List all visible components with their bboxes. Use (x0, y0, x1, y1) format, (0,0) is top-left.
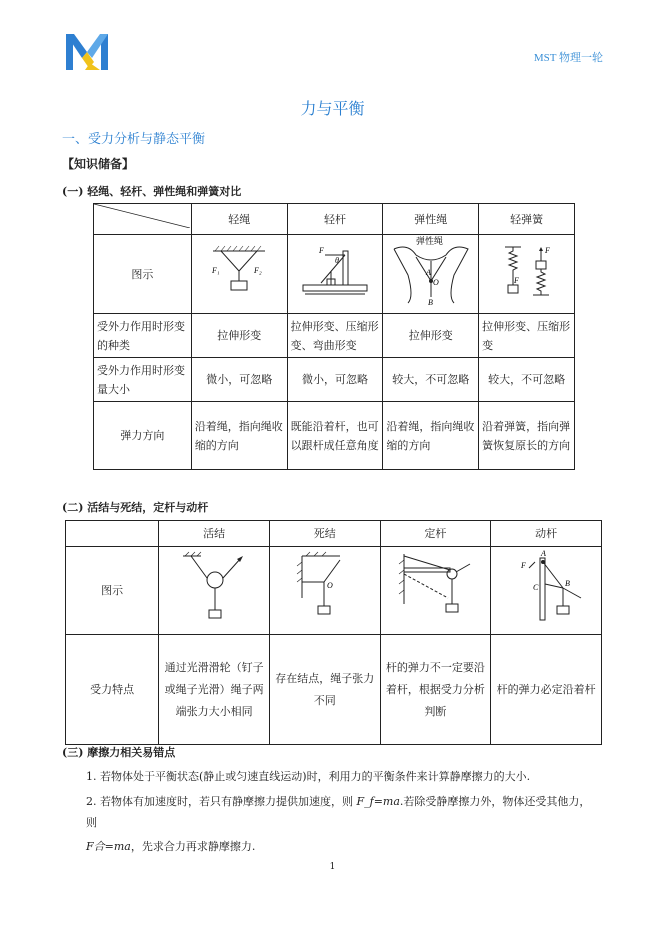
paragraph-3 (86, 838, 255, 854)
diagram-light-spring (479, 235, 575, 314)
b-label: B (565, 578, 571, 588)
cell: 存在结点，绳子张力不同 (269, 635, 380, 745)
a-label: A (541, 548, 547, 558)
comparison-table-2 (65, 520, 602, 745)
a-label: A (425, 268, 431, 277)
paragraph-2 (86, 793, 590, 809)
cell: 杆的弹力不一定要沿着杆，根据受力分析判断 (380, 635, 491, 745)
f-label: F (521, 560, 527, 570)
diagram-movable-rod (491, 547, 602, 635)
diagram-dead-knot (269, 547, 380, 635)
paragraph-1: 1. 若物体处于平衡状态(静止或匀速直线运动)时，利用力的平衡条件来计算静摩擦力的大小. (86, 770, 531, 783)
c-label: C (533, 582, 539, 592)
cell: 沿着绳，指向绳收缩的方向 (383, 402, 479, 470)
o-label: O (326, 580, 333, 590)
elastic-label: 弹性绳 (415, 236, 443, 246)
row-label: 受外力作用时形变量大小 (94, 358, 192, 402)
cell: 拉伸形变 (383, 314, 479, 358)
corner-cell (66, 521, 159, 547)
diagram-fixed-rod (380, 547, 491, 635)
f1-label: F₁ (212, 266, 220, 275)
page-number: 1 (329, 862, 336, 872)
p3-formula: F合=ma (86, 840, 131, 853)
mst-logo (64, 30, 110, 72)
o-label: O (432, 278, 439, 287)
f-label: F (318, 246, 324, 255)
subheading-1: (一) 轻绳、轻杆、弹性绳和弹簧对比 (62, 185, 242, 198)
section-heading: 一、受力分析与静态平衡 (62, 132, 206, 147)
cell: 拉伸形变、压缩形变、弯曲形变 (287, 314, 383, 358)
cell: 通过光滑滑轮（钉子或绳子光滑）绳子两端张力大小相同 (159, 635, 270, 745)
cell: 较大，不可忽略 (383, 358, 479, 402)
header-cell: 活结 (159, 521, 270, 547)
row-label: 受外力作用时形变的种类 (94, 314, 192, 358)
knowledge-label: 【知识储备】 (62, 157, 135, 171)
f-label-a: F (513, 276, 519, 285)
corner-cell (94, 204, 192, 235)
diagram-light-rope (191, 235, 287, 314)
header-cell: 轻绳 (191, 204, 287, 235)
p2-prefix: 2. 若物体有加速度时，若只有静摩擦力提供加速度，则 (86, 795, 357, 808)
subheading-3: (三) 摩擦力相关易错点 (62, 746, 176, 759)
page-title: 力与平衡 (300, 99, 365, 118)
header-cell: 轻杆 (287, 204, 383, 235)
cell: 沿着绳，指向绳收缩的方向 (191, 402, 287, 470)
cell: 杆的弹力必定沿着杆 (491, 635, 602, 745)
diagram-elastic-rope (383, 235, 479, 314)
cell: 微小，可忽略 (191, 358, 287, 402)
row-label: 弹力方向 (94, 402, 192, 470)
row-label: 图示 (94, 235, 192, 314)
header-cell: 定杆 (380, 521, 491, 547)
p3-suffix: ，先求合力再求静摩擦力. (130, 840, 256, 853)
header-cell: 死结 (269, 521, 380, 547)
comparison-table-1 (93, 203, 575, 470)
cell: 沿着弹簧，指向弹簧恢复原长的方向 (479, 402, 575, 470)
row-label: 图示 (66, 547, 159, 635)
paragraph-2-cont: 则 (86, 816, 97, 829)
cell: 拉伸形变、压缩形变 (479, 314, 575, 358)
cell: 较大，不可忽略 (479, 358, 575, 402)
theta-label: θ (334, 256, 339, 265)
header-right-text: MST 物理一轮 (533, 52, 603, 64)
header-cell: 动杆 (491, 521, 602, 547)
f2-label: F₂ (254, 266, 262, 275)
b-label: B (427, 298, 433, 307)
diagram-slip-knot (159, 547, 270, 635)
header-cell: 轻弹簧 (479, 204, 575, 235)
row-label: 受力特点 (66, 635, 159, 745)
p2-formula: F_f=ma (356, 795, 400, 808)
cell: 拉伸形变 (191, 314, 287, 358)
p2-suffix: .若除受静摩擦力外，物体还受其他力， (399, 795, 591, 808)
header-cell: 弹性绳 (383, 204, 479, 235)
diagram-light-rod (287, 235, 383, 314)
subheading-2: (二) 活结与死结，定杆与动杆 (62, 501, 209, 514)
f-label-b: F (544, 246, 550, 255)
cell: 微小，可忽略 (287, 358, 383, 402)
cell: 既能沿着杆，也可以跟杆成任意角度 (287, 402, 383, 470)
